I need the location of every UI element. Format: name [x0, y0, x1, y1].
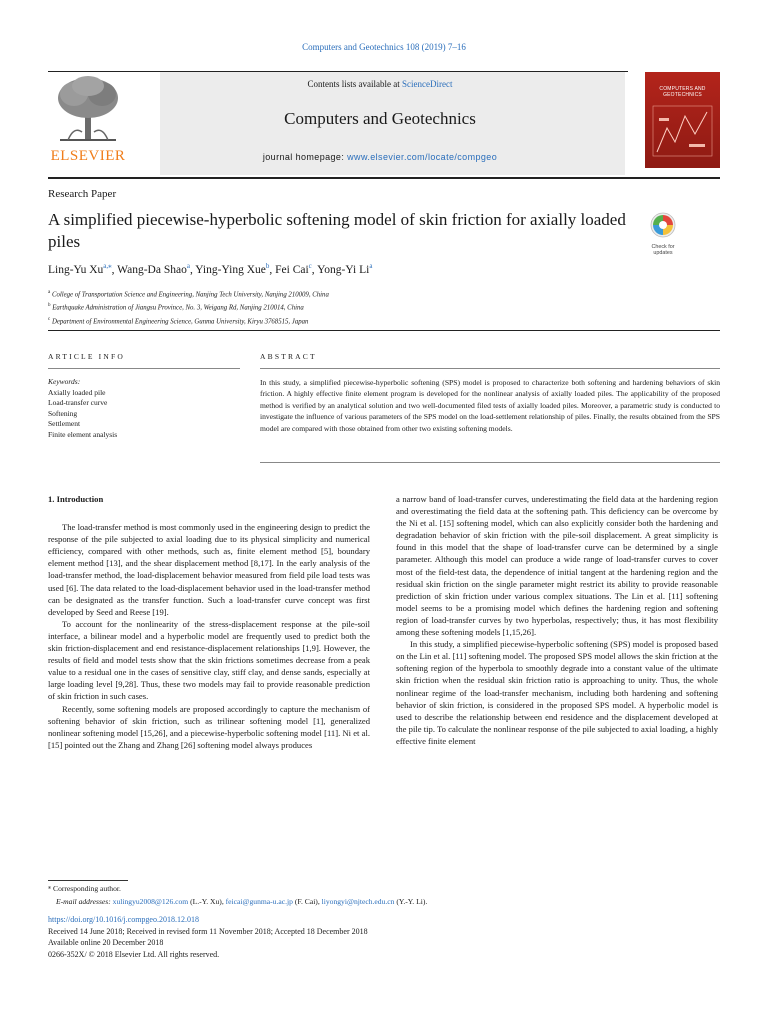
doi-link[interactable]: https://doi.org/10.1016/j.compgeo.2018.12.018: [48, 915, 199, 924]
received-dates: Received 14 June 2018; Received in revised form 11 November 2018; Accepted 18 December 2018: [48, 926, 368, 936]
body-paragraph: To account for the nonlinearity of the stress-displacement response at the pile-soil interface, a bilinear model and a hyperbolic model are frequently used to predict both the skin friction-displacement and end resistance-displacement relationships [1,9]. However, the results of field and model tests show that the skin frictions sometimes decrease from a peak value to a residual one in the cases of sensitive clay, stiff clay, and dense sands, especially at large loading level [9,28]. Thus, these two models may fail to provide reasonable prediction of skin friction in such cases.: [48, 618, 370, 702]
keywords-label: Keywords:: [48, 377, 81, 386]
check-for-updates-button[interactable]: [646, 211, 680, 257]
affiliation-list: [48, 287, 329, 327]
footnotes: [48, 883, 728, 908]
author[interactable]: Yong-Yi Li$^a$: [317, 262, 373, 276]
article-info-heading: ARTICLE INFO: [48, 352, 125, 361]
keyword: Axially loaded pile: [48, 387, 106, 397]
author[interactable]: Ying-Ying Xue$^b$,: [195, 262, 276, 276]
keyword: Load-transfer curve: [48, 398, 108, 407]
body-paragraph: a narrow band of load-transfer curves, underestimating the field data at the hardening region and overestimating the field data at the softening path. This deficiency can be overcome by the Ni et al. [15] softening model, which can also explicitly consider both the hardening and degradation behavior of skin friction with the pile-soil displacement. A great simplicity is found in this model that the shape of load-transfer curve can be determined by a single parameter. Although this model can produce a wide range of load-transfer curves to cover most of the field-test data, the dependence of initial tangent at the hardening region and the residual skin friction on the single parameter might restrict its ability to provide reasonable prediction of skin friction under various complex situations. The Lin et al. [11] softening model seems to be a promising model which defines the hardening region and softening region of load-transfer curves by two hyperbolas, respectively; thus, it has most flexibility among these softening models [1,15,26].: [396, 494, 718, 638]
body-paragraph: In this study, a simplified piecewise-hyperbolic softening (SPS) model is proposed based on the Lin et al. [11] softening model. The proposed SPS model allows the skin friction at the softening region of the hyperbola to smoothly degrade into a constant value of the ultimate skin friction when the residual skin friction ratio is approaching to unity. Thus, the whole nonlinear regime of the load-transfer mechanism, including both hardening and softening behavior of skin friction, is considered in the proposed SPS model. A hyperbolic model is used to describe the relationship between end residence and the displacement developed at the pile tip. To calculate the nonlinear response of the pile subjected to axial loading, a highly effective finite element: [396, 639, 718, 746]
footnote-rule: [48, 880, 128, 881]
body-paragraph: Recently, some softening models are proposed accordingly to capture the mechanism of softening behavior of skin friction, such as trilinear softening model [1], generalized nonlinear softening model [15,26], and a piecewise-hyperbolic softening model [11]. Ni et al. [15] pointed out the Zhang and Zhang [26] softening model always produces: [48, 703, 370, 750]
affiliation: $^b$ Earthquake Administration of Jiangsu Province, No. 3, Weigang Rd, Nanjing 210014, China: [48, 303, 304, 312]
keyword: Finite element analysis: [48, 429, 118, 439]
keyword: Softening: [48, 408, 78, 418]
abstract-bottom-rule: [260, 462, 720, 463]
header-bottom-rule: [48, 177, 720, 179]
available-online: Available online 20 December 2018: [48, 938, 164, 948]
author[interactable]: Fei Cai$^c$,: [275, 262, 318, 276]
journal-citation-link[interactable]: Computers and Geotechnics 108 (2019) 7–16: [302, 42, 466, 52]
author[interactable]: Wang-Da Shao$^a$,: [117, 262, 196, 276]
email-link[interactable]: xulingyu2008@126.com: [112, 897, 189, 906]
header-top-rule: [48, 71, 628, 72]
homepage-link[interactable]: www.elsevier.com/locate/compgeo: [347, 152, 498, 162]
crossmark-icon: [646, 211, 680, 239]
body-paragraph: The load-transfer method is most commonly used in the engineering design to predict the response of the pile subjected to axial loading due to its physical simplicity and numerical efficiency, compared with other methods, such as, finite element method [5], boundary element method [13], and the shear displacement method [8,17]. In the early analysis of the load-transfer method, the load-displacement behavior measured from field pile load tests was used [6]. The data related to the load-displacement behavior used in the load-transfer method can be designated as the transfer function. Such a load-transfer curve concept was first developed by Seed and Reese [19].: [48, 522, 370, 617]
journal-title: Computers and Geotechnics: [284, 109, 476, 128]
affiliation: $^a$ College of Transportation Science and Engineering, Nanjing Tech University, Nanjing 210009, China: [48, 290, 329, 299]
article-title: A simplified piecewise-hyperbolic softening model of skin friction for axially loaded piles: [48, 210, 626, 251]
journal-homepage: journal homepage: www.elsevier.com/locate/compgeo: [262, 152, 498, 162]
elsevier-wordmark: ELSEVIER: [50, 148, 126, 164]
email-link[interactable]: feicai@gunma-u.ac.jp: [225, 897, 293, 906]
body-column-right: [396, 493, 718, 747]
abstract-text: In this study, a simplified piecewise-hyperbolic softening (SPS) model is proposed to characterize both softening and hardening behaviors of skin friction. A highly effective finite element program is developed for the nonlinear analysis of axially loaded piles. The applicability of the proposed method is verified by an analytical solution and two well-documented filed tests of axially loaded piles. Moreover, a parametric study is conducted to investigate the influence of various parameters of the SPS model on the load-settlement relationship of piles. Finally, the results obtained from the SPS model are compared with those obtained from other two existing softening models.: [260, 378, 720, 433]
article-type: Research Paper: [48, 188, 117, 200]
copyright: 0266-352X/ © 2018 Elsevier Ltd. All rights reserved.: [48, 949, 220, 959]
abstract-heading: ABSTRACT: [260, 352, 317, 361]
abstract-rule: [260, 368, 720, 369]
crossmark-label-2: updates: [653, 250, 673, 257]
email-link[interactable]: liyongyi@njtech.edu.cn: [321, 897, 395, 906]
email-addresses: E-mail addresses: xulingyu2008@126.com (L.-Y. Xu), feicai@gunma-u.ac.jp (F. Cai), liyongyi@njtech.edu.cn (Y.-Y. Li).: [56, 897, 428, 906]
publication-metadata: [48, 914, 728, 960]
contents-availability: Contents lists available at ScienceDirect: [307, 79, 453, 89]
journal-cover-image: [645, 72, 720, 168]
author-list: [48, 262, 372, 276]
crossmark-label-1: Check for: [651, 244, 675, 250]
introduction-heading: 1. Introduction: [48, 494, 104, 504]
article-info-rule: [48, 368, 240, 369]
sciencedirect-link[interactable]: ScienceDirect: [402, 79, 453, 89]
title-block-rule: [48, 330, 720, 331]
corresponding-author-note: ⁎ Corresponding author.: [48, 884, 121, 893]
keyword: Settlement: [48, 419, 81, 428]
cover-title: COMPUTERS AND GEOTECHNICS: [659, 86, 706, 98]
affiliation: $^c$ Department of Environmental Engineering Science, Gunma University, Kiryu 3768515, Japan: [48, 316, 309, 325]
body-column-left: [48, 493, 370, 751]
author[interactable]: Ling-Yu $Xu^{a,⁎}$,: [48, 262, 118, 276]
keywords-block: [48, 377, 117, 440]
